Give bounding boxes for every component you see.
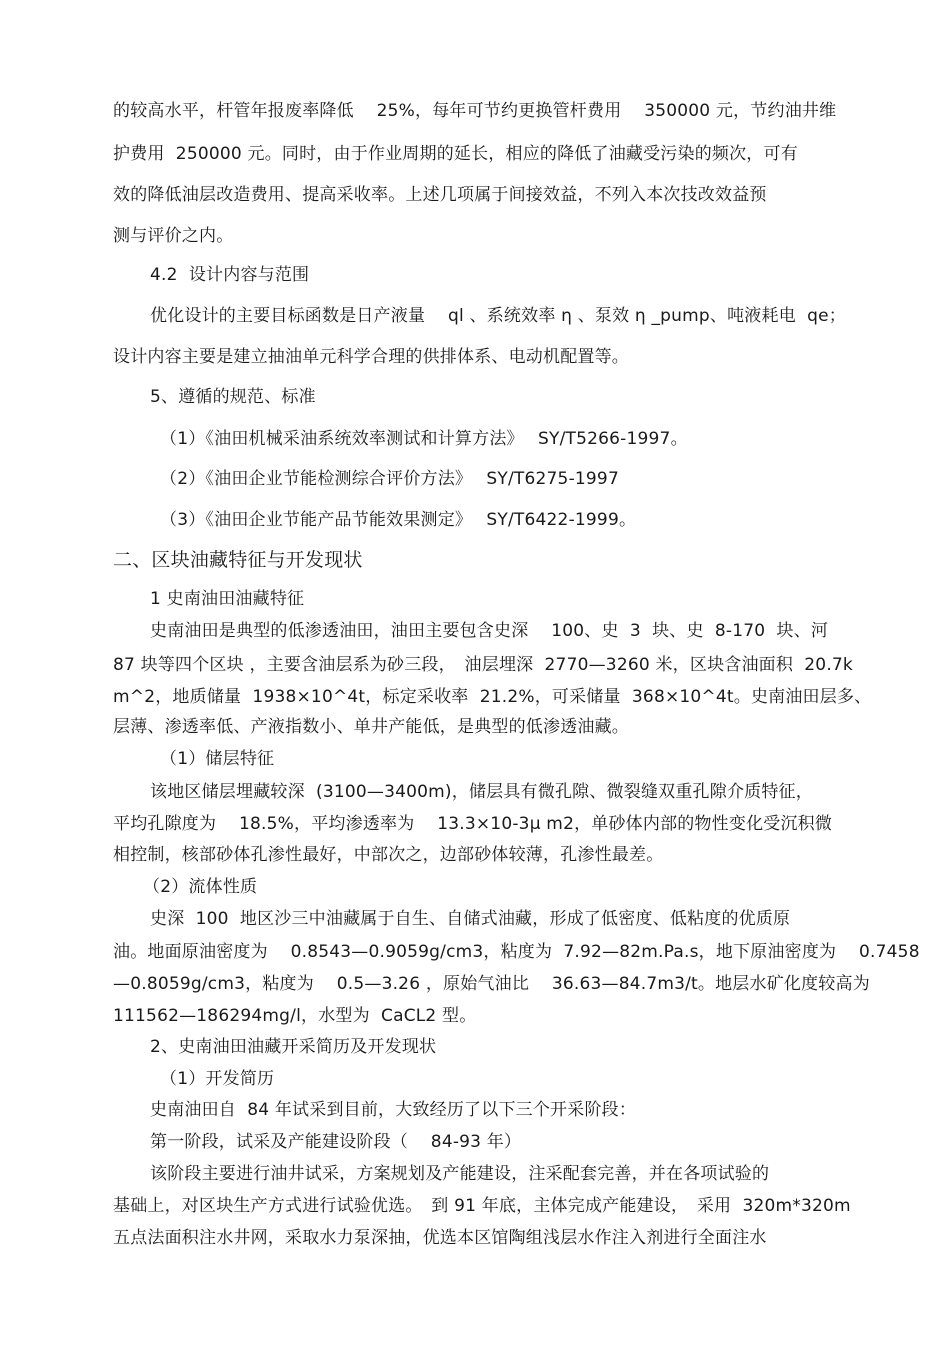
chapter-heading: 二、区块油藏特征与开发现状	[113, 549, 363, 571]
text-line: 测与评价之内。	[113, 226, 234, 246]
text-line: 的较高水平，杆管年报废率降低 25%，每年可节约更换管杆费用 350000 元，节约油井维	[113, 101, 837, 121]
text-line: 87 块等四个区块 ，主要含油层系为砂三段， 油层埋深 2770—3260 米，区块含油面积 20.7k	[113, 655, 853, 675]
text-line: 相控制，核部砂体孔渗性最好，中部次之，边部砂体较薄，孔渗性最差。	[113, 845, 664, 865]
text-line: —0.8059g/cm3，粘度为 0.5—3.26 ，原始气油比 36.63—84.7m3/t。地层水矿化度较高为	[113, 974, 870, 994]
text-line: 效的降低油层改造费用、提高采收率。上述几项属于间接效益，不列入本次技改效益预	[113, 185, 767, 205]
text-line: 设计内容主要是建立抽油单元科学合理的供排体系、电动机配置等。	[113, 347, 629, 367]
text-line: 史南油田是典型的低渗透油田，油田主要包含史深 100、史 3 块、史 8-170 块、河	[150, 621, 829, 641]
text-line: 平均孔隙度为 18.5%，平均渗透率为 13.3×10-3μ m2，单砂体内部的物性变化受沉积微	[113, 814, 833, 834]
text-line: 史南油田自 84 年试采到目前，大致经历了以下三个开采阶段：	[150, 1100, 637, 1120]
text-line: 该地区储层埋藏较深 (3100—3400m)，储层具有微孔隙、微裂缝双重孔隙介质特征，	[150, 782, 813, 802]
text-line: 第一阶段，试采及产能建设阶段（ 84-93 年）	[150, 1132, 522, 1152]
text-line: 史深 100 地区沙三中油藏属于自生、自储式油藏，形成了低密度、低粘度的优质原	[150, 909, 791, 929]
subsection-heading-history: （1）开发简历	[160, 1069, 275, 1089]
text-line: m^2，地质储量 1938×10^4t，标定采收率 21.2%，可采储量 368×10^4t。史南油田层多、	[113, 687, 872, 707]
text-line: 护费用 250000 元。同时，由于作业周期的延长，相应的降低了油藏受污染的频次，可有	[113, 144, 798, 164]
section-heading-4-2: 4.2 设计内容与范围	[150, 265, 310, 285]
subsection-heading-fluid: （2）流体性质	[143, 877, 258, 897]
standard-item-3: （3）《油田企业节能产品节能效果测定》 SY/T6422-1999。	[160, 510, 637, 530]
text-line: 111562—186294mg/l，水型为 CaCL2 型。	[113, 1006, 477, 1026]
subsection-heading-1: 1 史南油田油藏特征	[150, 589, 305, 609]
section-heading-5: 5、遵循的规范、标准	[150, 387, 316, 407]
standard-item-2: （2）《油田企业节能检测综合评价方法》 SY/T6275-1997	[160, 469, 619, 489]
text-line: 五点法面积注水井网，采取水力泵深抽，优选本区馆陶组浅层水作注入剂进行全面注水	[113, 1228, 767, 1248]
subsection-heading-reservoir: （1）储层特征	[160, 749, 275, 769]
text-line: 优化设计的主要目标函数是日产液量 ql 、系统效率 η 、泵效 η _pump、吨液耗电 qe；	[150, 306, 846, 326]
text-line: 该阶段主要进行油井试采，方案规划及产能建设，注采配套完善，并在各项试验的	[150, 1164, 770, 1184]
standard-item-1: （1）《油田机械采油系统效率测试和计算方法》 SY/T5266-1997。	[160, 429, 688, 449]
subsection-heading-2: 2、史南油田油藏开采简历及开发现状	[150, 1037, 437, 1057]
text-line: 层薄、渗透率低、产液指数小、单井产能低，是典型的低渗透油藏。	[113, 717, 629, 737]
text-line: 油。地面原油密度为 0.8543—0.9059g/cm3，粘度为 7.92—82m.Pa.s，地下原油密度为 0.7458	[113, 942, 920, 962]
text-line: 基础上，对区块生产方式进行试验优选。 到 91 年底，主体完成产能建设， 采用 320m*320m	[113, 1196, 851, 1216]
